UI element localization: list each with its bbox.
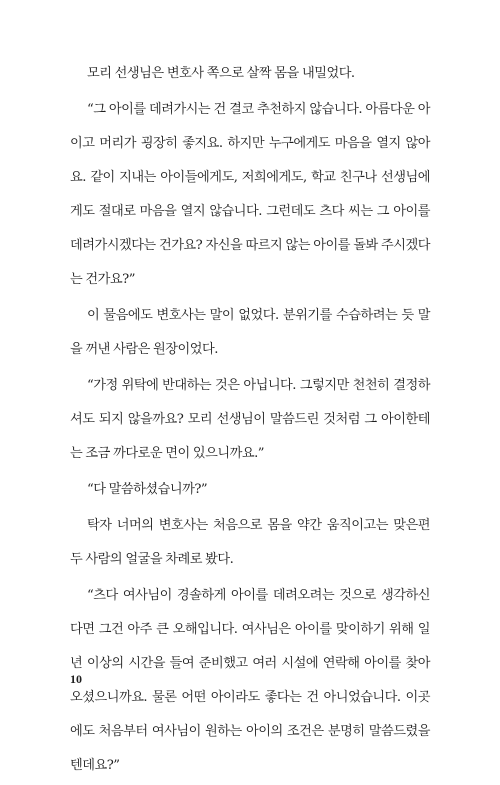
paragraph-6: 탁자 너머의 변호사는 처음으로 몸을 약간 움직이고는 맞은편 두 사람의 얼굴을 차례로 봤다. <box>70 518 430 567</box>
paragraph-4: “가정 위탁에 반대하는 것은 아닙니다. 그렇지만 천천히 결정하셔도 되지 않을까요? 모리 선생님이 말씀드린 것처럼 그 아이한테는 조금 까다로운 면이 있으니까요.” <box>70 378 430 461</box>
paragraph-7: “츠다 여사님이 경솔하게 아이를 데려오려는 것으로 생각하신다면 그건 아주 큰 오해입니다. 여사님은 아이를 맞이하기 위해 일 년 이상의 시간을 들여 준비했고 여러 시설에 연락해 아이를 찾아 오셨으니까요. 물론 어떤 아이라도 좋다는 건 아니었습니다. 이곳에도 처음부터 여사님이 원하는 아이의 조건은 분명히 말씀드렸을 텐데요?” <box>70 588 430 773</box>
paragraph-1: 모리 선생님은 변호사 쪽으로 살짝 몸을 내밀었다. <box>87 66 355 81</box>
page-number: 10 <box>70 672 82 686</box>
body-text <box>70 57 430 785</box>
paragraph-5: “다 말씀하셨습니까?” <box>87 482 208 497</box>
paragraph-2: “그 아이를 데려가시는 건 결코 추천하지 않습니다. 아름다운 아이고 머리가 굉장히 좋지요. 하지만 누구에게도 마음을 열지 않아요. 같이 지내는 아이들에게도, 저희에게도, 학교 친구나 선생님에게도 절대로 마음을 열지 않습니다. 그런데도 츠다 씨는 그 아이를 데려가시겠다는 건가요? 자신을 따르지 않는 아이를 돌봐 주시겠다는 건가요?” <box>70 102 430 287</box>
paragraph-3: 이 물음에도 변호사는 말이 없었다. 분위기를 수습하려는 듯 말을 꺼낸 사람은 원장이었다. <box>70 308 430 357</box>
